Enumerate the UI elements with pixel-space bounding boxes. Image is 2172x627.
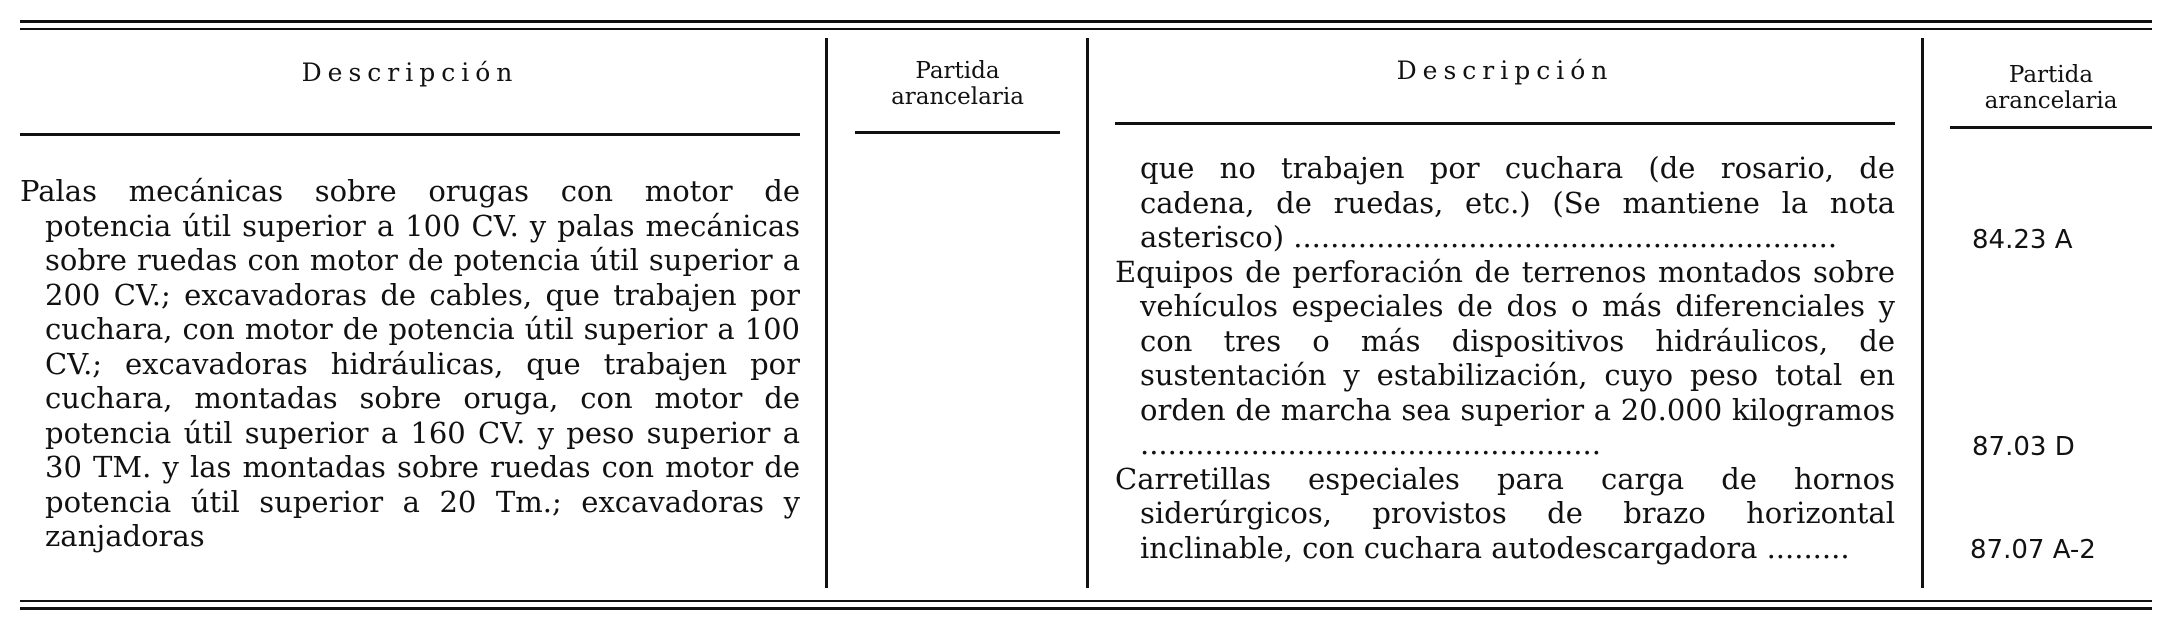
tariff-code-84-23-a: 84.23 A (1972, 225, 2073, 255)
left-entry-text: Palas mecánicas sobre orugas con motor de potencia útil superior a 100 CV. y palas mecánicas sobre ruedas con motor de potencia útil superior a 200 CV.; excavadoras de cables, que trabajen por cuchara, con motor de potencia útil superior a 100 CV.; excavadoras hidráulicas, que trabajen por cuchara, montadas sobre oruga, con motor de potencia útil superior a 160 CV. y peso superior a 30 TM. y las montadas sobre ruedas con motor de potencia útil superior a 20 Tm.; excavadoras y zanjadoras (20, 174, 800, 553)
right-entry-continuation: que no trabajen por cuchara (de rosario, de cadena, de ruedas, etc.) (Se mantiene la nota asterisco) ........................................................... (1140, 151, 1895, 254)
right-partida-line-1: Partida (2008, 62, 2094, 88)
right-partida-underline (1950, 126, 2152, 129)
left-partida-underline (855, 131, 1060, 134)
tariff-code-87-03-d: 87.03 D (1972, 432, 2075, 462)
right-entry-carretillas: Carretillas especiales para carga de hornos siderúrgicos, provistos de brazo horizontal inclinable, con cuchara autodescargadora ......... (1115, 461, 1895, 565)
left-partida-line-2: arancelaria (891, 84, 1024, 110)
left-partida-line-1: Partida (915, 58, 1000, 84)
left-description-body (20, 174, 800, 554)
left-description-header: Descripción (301, 58, 519, 87)
right-description-body (1115, 151, 1895, 565)
right-entry-equipos: Equipos de perforación de terrenos montados sobre vehículos especiales de dos o más diferenciales y con tres o más dispositivos hidráulicos, de sustentación y estabilización, cuyo peso total en orden de marcha sea superior a 20.000 kilogramos .................................................. (1115, 254, 1895, 461)
right-description-header: Descripción (1396, 56, 1614, 85)
top-rule-thin (20, 28, 2152, 30)
tariff-code-87-07-a2: 87.07 A-2 (1970, 535, 2096, 565)
top-rule-thick (20, 20, 2152, 23)
left-desc-underline (20, 133, 800, 136)
column-separator-2 (1086, 38, 1089, 588)
column-separator-1 (825, 38, 828, 588)
column-separator-3 (1921, 38, 1924, 588)
right-desc-underline (1115, 122, 1895, 125)
left-partida-header (845, 58, 1070, 110)
right-partida-header (1940, 62, 2162, 114)
bottom-rule-thick (20, 607, 2152, 610)
bottom-rule-thin (20, 600, 2152, 602)
right-partida-line-2: arancelaria (1984, 88, 2118, 114)
